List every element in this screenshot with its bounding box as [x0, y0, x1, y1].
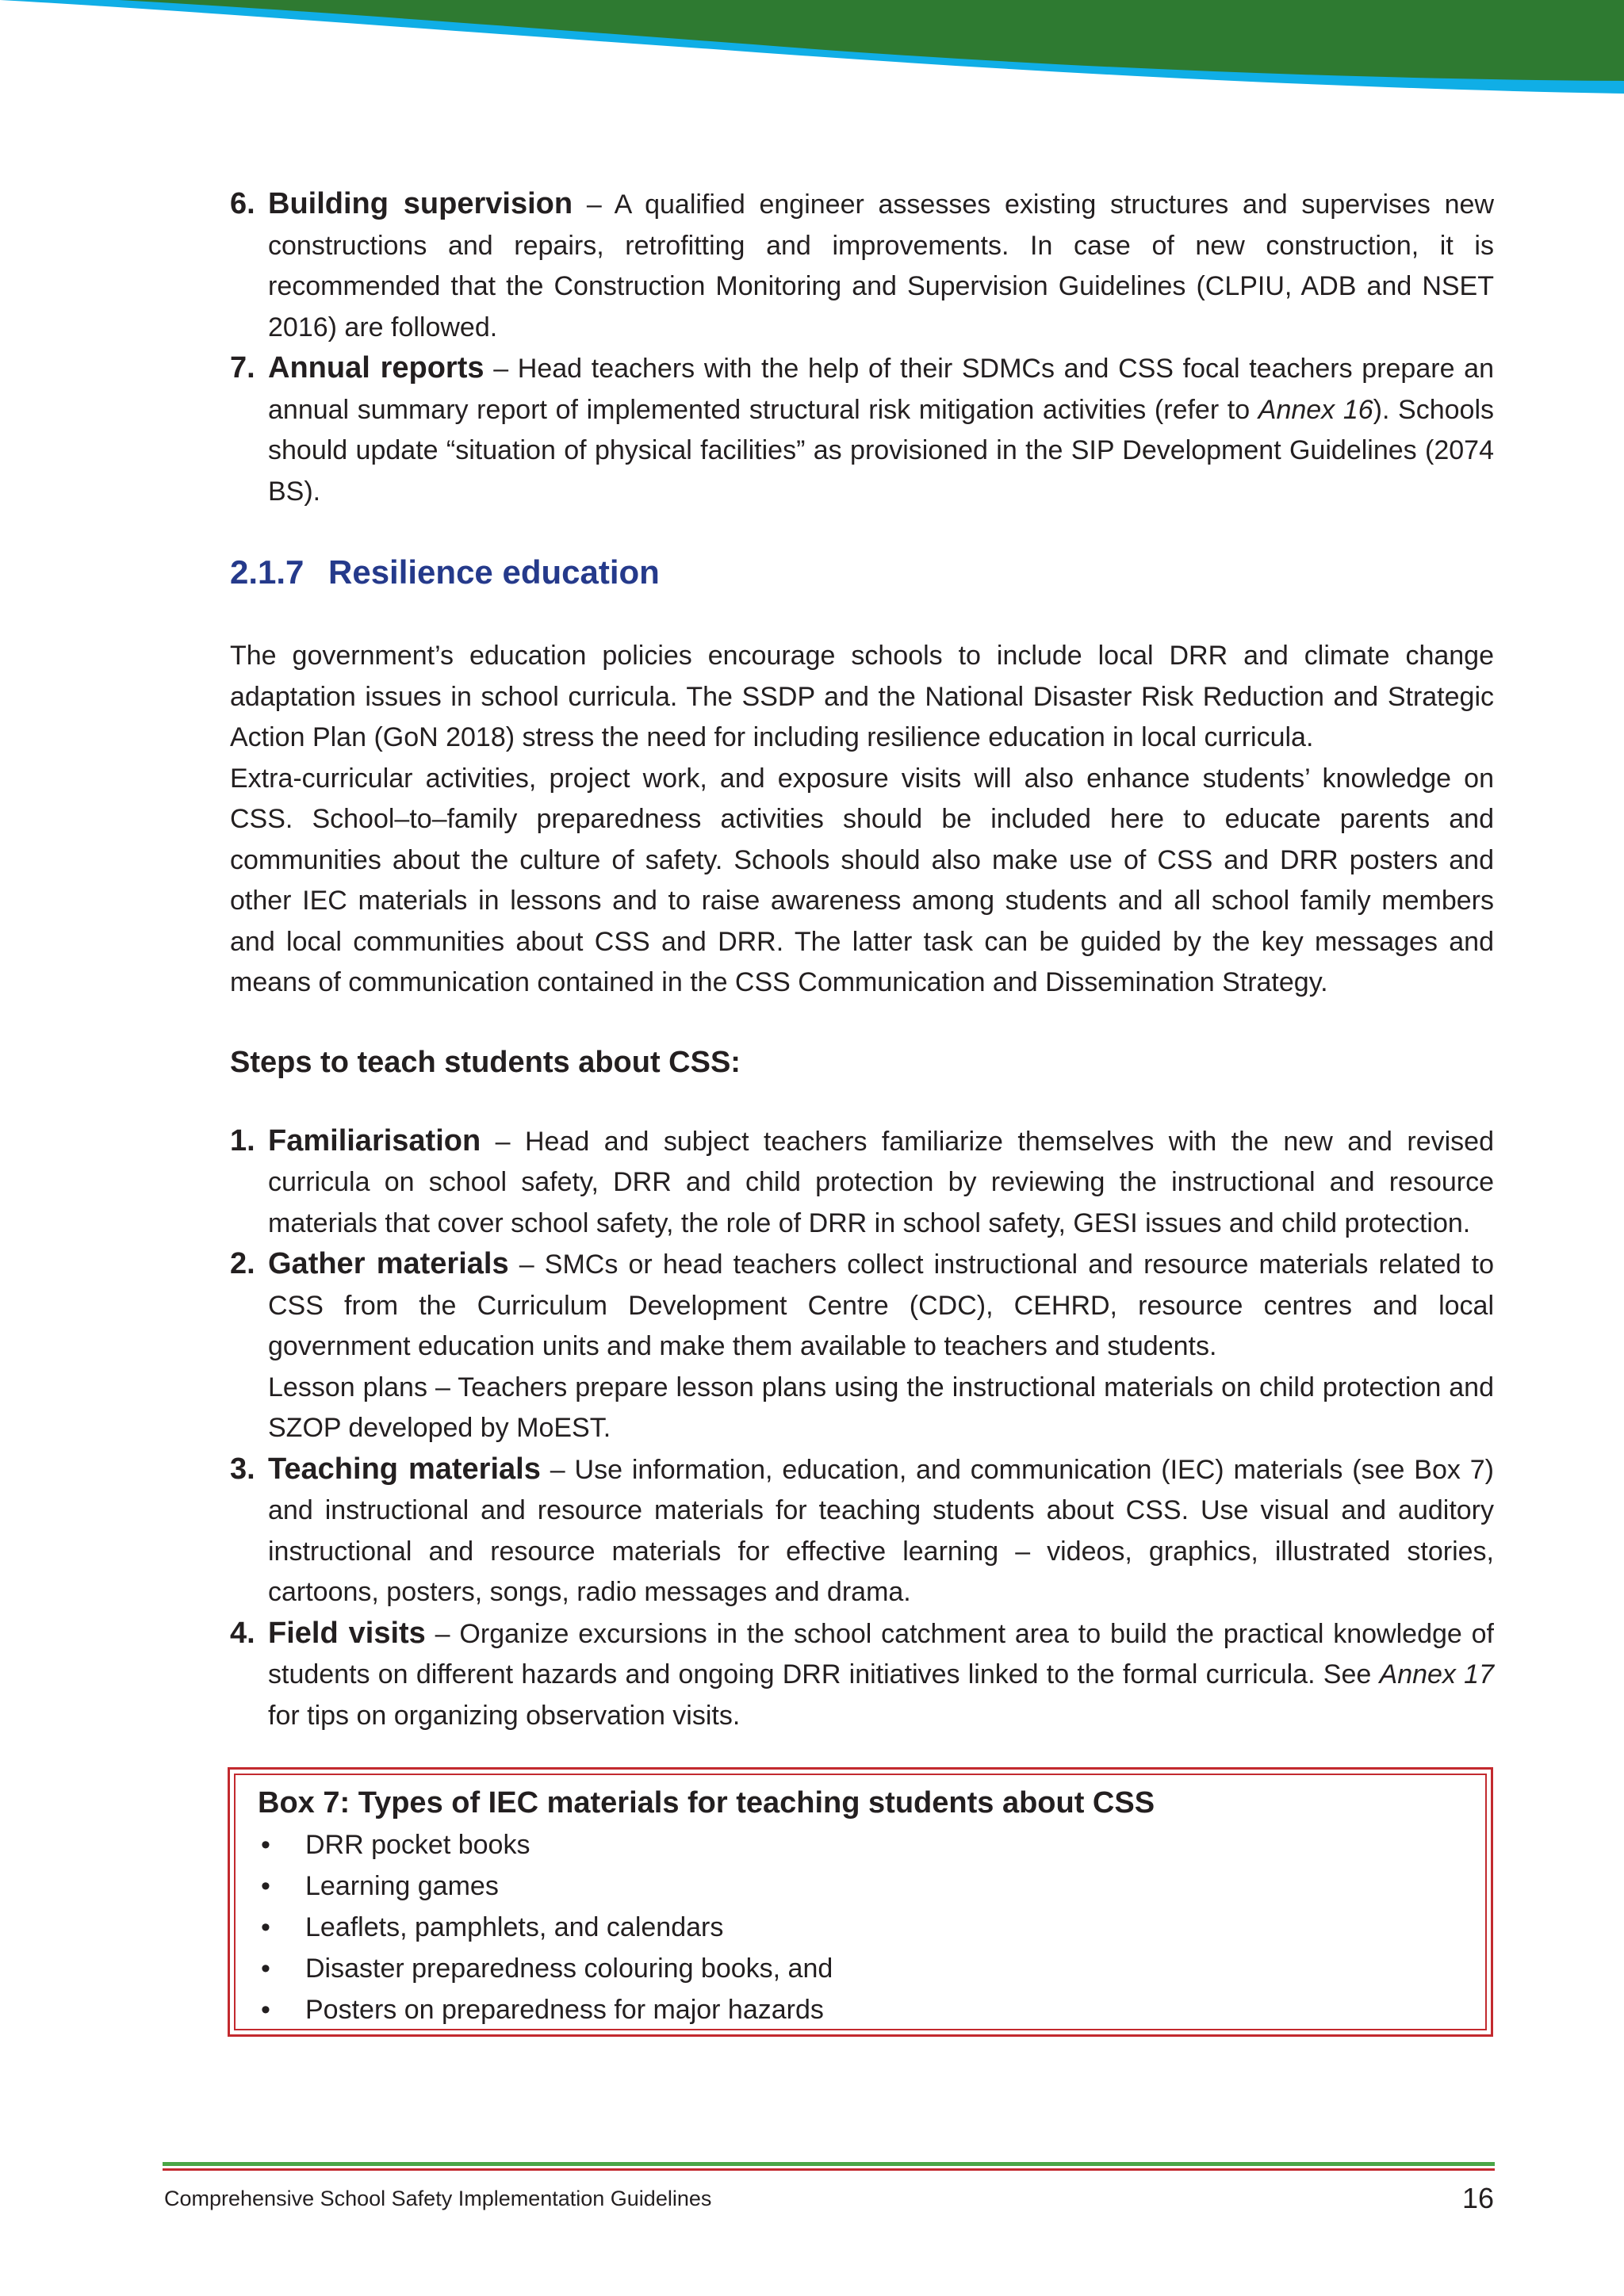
item-number: 6. — [230, 187, 255, 220]
paragraph: Extra-curricular activities, project work, and exposure visits will also enhance students’ knowledge on CSS. School–to–family preparedness activities should be included here to educate parents and communities about the culture of safety. Schools should also make use of CSS and DRR posters and other IEC materials in lessons and to raise awareness among students and all school family members and local communities about CSS and DRR. The latter task can be guided by the key messages and means of communication contained in the CSS Communication and Dissemination Strategy. — [230, 763, 1494, 997]
bullet-item — [258, 1907, 1463, 1948]
list-item — [230, 348, 1494, 512]
item-text: – A qualified engineer assesses existing structures and supervises new constructions and repairs, retrofitting and improvements. In case of new construction, it is recommended that the Construction Monitoring and Supervision Guidelines (CLPIU, ADB and NSET 2016) are followed. — [268, 189, 1495, 342]
footer-title: Comprehensive School Safety Implementation Guidelines — [164, 2187, 712, 2210]
step-number: 4. — [230, 1616, 255, 1650]
page-header-wave — [0, 0, 1624, 159]
bullet-text: Posters on preparedness for major hazards — [305, 1995, 824, 2025]
step-item — [230, 1449, 1494, 1613]
page-number: 16 — [1461, 2182, 1494, 2214]
step-item — [230, 1244, 1494, 1449]
bullet-text: Disaster preparedness colouring books, and — [305, 1954, 833, 1984]
step-extra-text: Lesson plans – Teachers prepare lesson plans using the instructional materials on child protection and SZOP developed by MoEST. — [268, 1372, 1494, 1443]
structural-measures-list — [230, 184, 1494, 512]
footer-rule-green — [163, 2162, 1495, 2166]
step-number: 3. — [230, 1452, 255, 1486]
paragraph: The government’s education policies encourage schools to include local DRR and climate change adaptation issues in school curricula. The SSDP and the National Disaster Risk Reduction and Strategic Action Plan (GoN 2018) stress the need for including resilience education in local curricula. — [230, 641, 1494, 752]
bullet-text: Learning games — [305, 1871, 499, 1901]
bullet-item — [258, 1948, 1463, 1989]
step-text: – Organize excursions in the school catchment area to build the practical knowledge of students on different hazards and ongoing DRR initiatives linked to the formal curricula. See — [268, 1618, 1495, 1689]
box-inner-border — [234, 1774, 1487, 2030]
step-item — [230, 1121, 1494, 1245]
step-number: 2. — [230, 1247, 255, 1280]
box-bullet-list — [258, 1824, 1463, 2030]
step-term: Gather materials — [268, 1247, 509, 1280]
bullet-text: DRR pocket books — [305, 1830, 530, 1860]
step-text: – SMCs or head teachers collect instructional and resource materials related to CSS from the Curriculum Development Centre (CDC), CEHRD, resource centres and local government education units and make them available to teachers and students. — [268, 1249, 1494, 1361]
item-term: Annual reports — [268, 351, 485, 385]
step-text: – Head and subject teachers familiarize themselves with the new and revised curricula on school safety, DRR and child protection by reviewing the instructional and resource materials that cover school safety, the role of DRR in school safety, GESI issues and child protection. — [268, 1126, 1494, 1238]
section-number: 2.1.7 — [230, 553, 304, 591]
item-term: Building supervision — [268, 187, 573, 220]
steps-list — [230, 1121, 1494, 1737]
bullet-icon: • — [261, 1871, 270, 1901]
box-7 — [228, 1767, 1493, 2037]
section-heading — [230, 549, 1494, 596]
section-title: Resilience education — [328, 553, 660, 591]
main-content — [230, 184, 1494, 1736]
steps-heading: Steps to teach students about CSS: — [230, 1045, 741, 1079]
item-number: 7. — [230, 351, 255, 385]
bullet-icon: • — [261, 1912, 270, 1942]
bullet-icon: • — [261, 1954, 270, 1984]
bullet-icon: • — [261, 1995, 270, 2025]
step-number: 1. — [230, 1123, 255, 1158]
step-item — [230, 1613, 1494, 1737]
step-text: – Use information, education, and communication (IEC) materials (see Box 7) and instructional and resource materials for teaching students about CSS. Use visual and auditory instructional and resource materials for effective learning – videos, graphics, illustrated stories, cartoons, posters, songs, radio messages and drama. — [268, 1454, 1494, 1607]
bullet-item — [258, 1824, 1463, 1866]
annex-reference: Annex 17 — [1379, 1659, 1494, 1689]
step-term: Teaching materials — [268, 1452, 541, 1486]
bullet-item — [258, 1989, 1463, 2030]
item-text: ). Schools should update “situation of physical facilities” as provisioned in the SIP Development Guidelines (2074 BS). — [268, 394, 1494, 507]
bullet-icon: • — [261, 1830, 270, 1860]
item-text: – Head teachers with the help of their SDMCs and CSS focal teachers prepare an annual summary report of implemented structural risk mitigation activities (refer to — [268, 354, 1494, 425]
box-title: Box 7: Types of IEC materials for teaching students about CSS — [258, 1786, 1155, 1820]
step-text: for tips on organizing observation visits. — [268, 1700, 741, 1731]
footer-rule-red — [163, 2168, 1495, 2171]
bullet-item — [258, 1866, 1463, 1907]
step-term: Familiarisation — [268, 1123, 481, 1158]
list-item — [230, 184, 1494, 348]
annex-reference: Annex 16 — [1258, 394, 1373, 425]
step-term: Field visits — [268, 1616, 426, 1650]
bullet-text: Leaflets, pamphlets, and calendars — [305, 1912, 724, 1942]
